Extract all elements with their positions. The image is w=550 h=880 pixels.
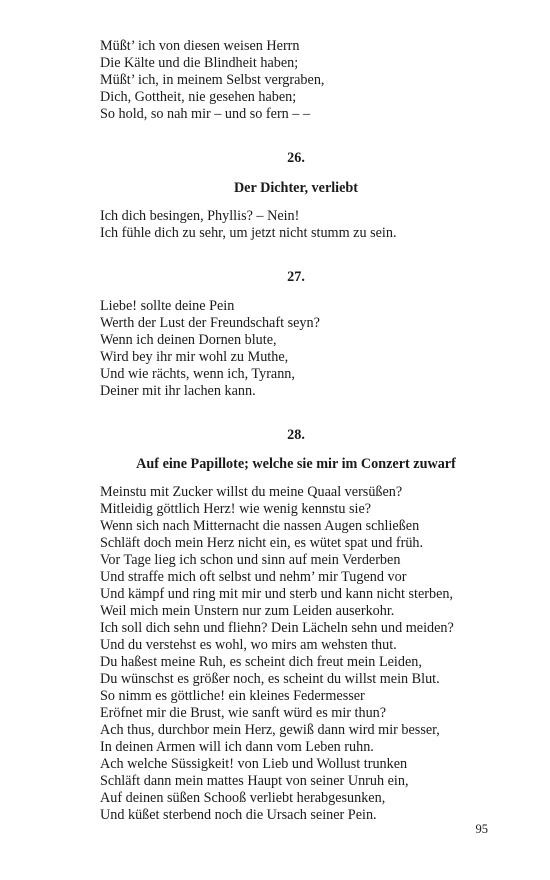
verse-line: Werth der Lust der Freundschaft seyn? [100,315,320,331]
poem-number-27: 27. [287,269,305,285]
verse-line: Ach thus, durchbor mein Herz, gewiß dann wird mir besser, [100,722,440,738]
verse-line: Ich fühle dich zu sehr, um jetzt nicht stumm zu sein. [100,225,397,241]
verse-line: Meinstu mit Zucker willst du meine Quaal versüßen? [100,484,403,500]
poem-27-body [100,298,492,400]
verse-line: In deinen Armen will ich dann vom Leben ruhn. [100,739,374,755]
verse-line: Und wie rächts, wenn ich, Tyrann, [100,366,295,382]
poem-number-28: 28. [287,427,305,443]
verse-line: Müßt’ ich von diesen weisen Herrn [100,38,300,54]
verse-line: Vor Tage lieg ich schon und sinn auf mein Verderben [100,552,401,568]
verse-line: Deiner mit ihr lachen kann. [100,383,256,399]
verse-line: Dich, Gottheit, nie gesehen haben; [100,89,297,105]
verse-line: Müßt’ ich, in meinem Selbst vergraben, [100,72,325,88]
poem-title-26: Der Dichter, verliebt [233,180,359,196]
verse-line: Schläft dann mein mattes Haupt von seiner Unruh ein, [100,773,409,789]
poem-number-26: 26. [287,150,305,166]
verse-line: Ach welche Süssigkeit! von Lieb und Wollust trunken [100,756,408,772]
poem-28-body [100,484,492,824]
verse-line: Ich soll dich sehn und fliehn? Dein Lächeln sehn und meiden? [100,620,454,636]
verse-line: Und küßet sterbend noch die Ursach seiner Pein. [100,807,377,823]
page-number: 95 [475,822,488,836]
verse-line: So nimm es göttliche! ein kleines Federmesser [100,688,365,704]
poem-25-closing-stanza [100,38,492,123]
verse-line: Liebe! sollte deine Pein [100,298,235,314]
verse-line: Wenn sich nach Mitternacht die nassen Augen schließen [100,518,420,534]
page-content [100,38,492,824]
verse-line: Und straffe mich oft selbst und nehm’ mir Tugend vor [100,569,407,585]
verse-line: Schläft doch mein Herz nicht ein, es wütet spat und früh. [100,535,424,551]
verse-line: Und kämpf und ring mit mir und sterb und kann nicht sterben, [100,586,454,602]
verse-line: Eröfnet mir die Brust, wie sanft würd es mir thun? [100,705,387,721]
verse-line: Ich dich besingen, Phyllis? – Nein! [100,208,300,224]
verse-line: Du wünschst es größer noch, es scheint du willst mein Blut. [100,671,440,687]
poem-26-body [100,208,492,242]
poem-title-28: Auf eine Papillote; welche sie mir im Conzert zuwarf [136,456,456,472]
verse-line: Auf deinen süßen Schooß verliebt herabgesunken, [100,790,386,806]
verse-line: Wird bey ihr mir wohl zu Muthe, [100,349,289,365]
verse-line: Und du verstehst es wohl, wo mirs am wehsten thut. [100,637,397,653]
verse-line: Mitleidig göttlich Herz! wie wenig kennstu sie? [100,501,372,517]
verse-line: Die Kälte und die Blindheit haben; [100,55,299,71]
verse-line: Weil mich mein Unstern nur zum Leiden auserkohr. [100,603,395,619]
verse-line: Du haßest meine Ruh, es scheint dich freut mein Leiden, [100,654,422,670]
verse-line: So hold, so nah mir – und so fern – – [100,106,311,122]
verse-line: Wenn ich deinen Dornen blute, [100,332,277,348]
